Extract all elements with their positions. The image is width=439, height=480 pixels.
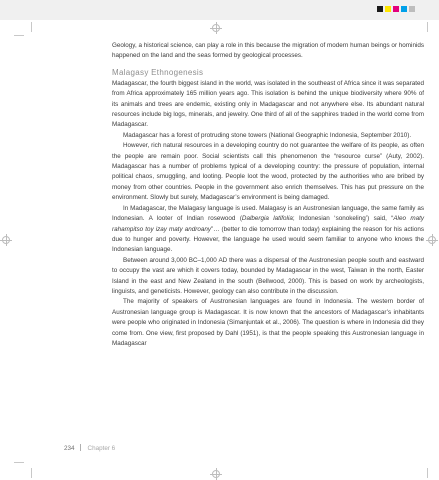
color-swatch-cyan (401, 6, 407, 12)
registration-mark-right-icon (428, 236, 436, 244)
crop-mark-top-right (427, 22, 428, 32)
italic-species-name: Dalbergia latifolia (241, 215, 293, 223)
footer-separator (80, 444, 81, 451)
page-body (112, 41, 424, 349)
color-swatch-gray (409, 6, 415, 12)
print-header-bar (0, 0, 439, 20)
color-swatch-magenta (393, 6, 399, 12)
paragraph-madagascar-isolation: Madagascar, the fourth biggest island in the world, was isolated in the southeast of Africa since it was separated from Africa approximately 165 million years ago. This isolation is behind the unique biodiversity where 90% of its animals and trees are endemic, existing only in Madagascar and not anywhere else. Its abundant natural resources include big logs, minerals, and jewelry. One third of all of the sapphires traded in the world come from Madagascar. (112, 79, 424, 129)
page-footer (64, 444, 115, 452)
crop-mark-top-left-h (14, 35, 24, 36)
registration-mark-left-icon (2, 236, 10, 244)
section-heading: Malagasy Ethnogenesis (112, 67, 204, 77)
text-run: ; Indonesian ‘sonokeling’) said, “ (292, 215, 394, 223)
paragraph-malagasy-language (112, 204, 424, 256)
page-number: 234 (64, 445, 75, 452)
text-run: In Madagascar, the Malagasy language is used. Malagasy is an Austronesian language, the same family as Indonesian. A looter of Indian rosewood ( (112, 204, 424, 223)
paragraph-austronesian-speakers: The majority of speakers of Austronesian languages are found in Indonesia. The western border of Austronesian language group is Madagascar. It is now known that the ancestors of Madagascar’s inhabitants were people who originated in Indonesia (Simanjuntak et al., 2006). The question is where in Indonesia did they come from. One view, first proposed by Dahl (1951), is that the people speaking this Austronesian language in Madagascar (112, 298, 424, 347)
color-swatch-black (377, 6, 383, 12)
paragraph-austronesian-dispersal: Between around 3,000 BC–1,000 AD there was a dispersal of the Austronesian people south and eastward to occupy the vast are which it covers today, bounded by Madagascar in the west, Taiwan in the north, Easter Island in the east and New Zealand in the south (Bellwood, 2000). This is based on work by archeologists, linguists, and geneticists. However, geology can also contribute in the discussion. (112, 256, 424, 295)
crop-mark-bottom-right (427, 468, 428, 478)
crop-mark-top-left (31, 22, 32, 32)
italic-quote: Aleo maty rahampitso toy izay maty androany (112, 215, 424, 233)
paragraph-stone-towers: Madagascar has a forest of protruding stone towers (National Geographic Indonesia, September 2010). (123, 131, 412, 139)
chapter-label: Chapter 6 (87, 445, 116, 452)
crop-mark-bottom-left-h (14, 462, 24, 463)
crop-mark-bottom-left (31, 468, 32, 478)
color-swatch-yellow (385, 6, 391, 12)
intro-paragraph: Geology, a historical science, can play a role in this because the migration of modern human beings or hominids happened on the land and the seas formed by geological processes. (112, 42, 424, 60)
paragraph-resource-curse: However, rich natural resources in a developing country do not guarantee the welfare of its people, as often the people are remain poor. Social scientists call this phenomenon the “resource curse” (Auty, 2002). Madagascar has a number of problems typical of a developing country: the pressure of population, internal political chaos, smuggling, and looting. People loot the wood, protected by the authorities who are bribed by money from other countries. People in the government also enrich themselves. This has put pressure on the environment. Slowly but surely, Madagascar’s environment is being damaged. (112, 142, 424, 202)
text-run: ”… (better to die tomorrow than today) explaining the reason for his actions due to hunger and poverty. However, the language he used would seem familiar to anyone who knows the Indonesian language. (112, 225, 424, 254)
registration-mark-bottom-icon (212, 470, 220, 478)
registration-mark-top-icon (212, 24, 220, 32)
